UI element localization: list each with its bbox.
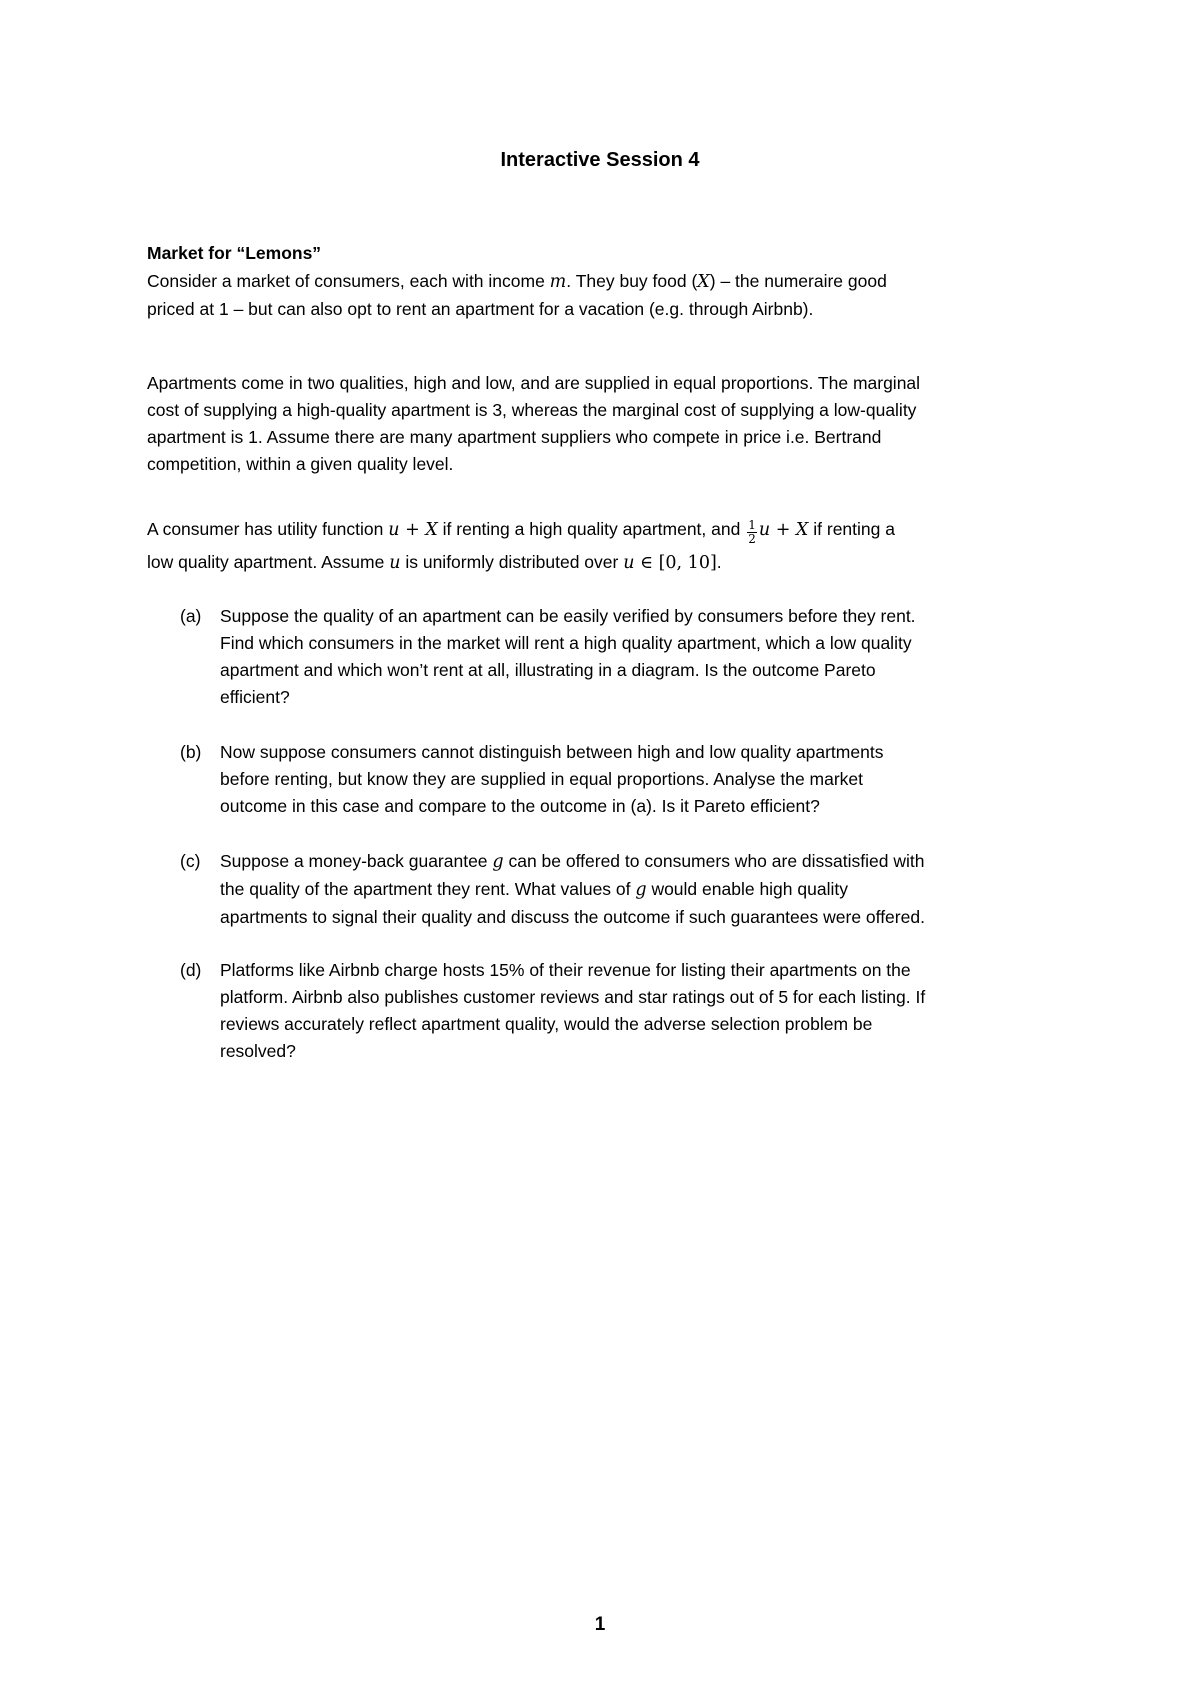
utility-line-2: low quality apartment. Assume u is uniformly distributed over u ∈ [0, 10]. xyxy=(147,552,722,573)
supply-paragraph xyxy=(147,370,1067,478)
var-m: m xyxy=(549,272,567,292)
question-label: (d) xyxy=(180,960,202,980)
supply-line-3: apartment is 1. Assume there are many apartment suppliers who compete in price i.e. Bertrand xyxy=(147,427,882,447)
var-g: g xyxy=(635,880,647,900)
utility-paragraph xyxy=(147,516,1067,577)
var-g: g xyxy=(492,852,504,872)
section-heading: Market for “Lemons” xyxy=(147,243,322,263)
question-label: (a) xyxy=(180,606,202,626)
page-title: Interactive Session 4 xyxy=(500,149,700,171)
var-x: X xyxy=(697,272,710,292)
question-label: (c) xyxy=(180,851,201,871)
question-a: (a) Suppose the quality of an apartment can be easily verified by consumers before they rent. Find which consumers in the market will rent a high quality apartment, which a low quality apartment and which won’t rent at all, illustrating in a diagram. Is the outcome Pareto efficient? xyxy=(147,603,1067,711)
supply-line-2: cost of supplying a high-quality apartment is 3, whereas the marginal cost of supplying a low-quality xyxy=(147,400,917,420)
page-number: 1 xyxy=(594,1614,606,1635)
utility-line-1: A consumer has utility function u + X if renting a high quality apartment, and $\frac{1}{2}$ u + X if renting a xyxy=(147,518,895,546)
question-label: (b) xyxy=(180,742,202,762)
supply-line-1: Apartments come in two qualities, high and low, and are supplied in equal proportions. The marginal xyxy=(147,373,921,393)
question-d: (d) Platforms like Airbnb charge hosts 15% of their revenue for listing their apartments on the platform. Airbnb also publishes customer reviews and star ratings out of 5 for each listing. If reviews accurately reflect apartment quality, would the adverse selection problem be resolved? xyxy=(147,957,1067,1065)
intro-paragraph xyxy=(147,268,1067,323)
question-c: (c) Suppose a money-back guarantee g can be offered to consumers who are dissatisfied with the quality of the apartment they rent. What values of g would enable high quality apartments to signal their quality and discuss the outcome if such guarantees were offered. xyxy=(147,848,1067,931)
fraction-one-half: $\frac{1}{2}$ xyxy=(748,518,756,546)
question-b: (b) Now suppose consumers cannot distinguish between high and low quality apartments before renting, but know they are supplied in equal proportions. Analyse the market outcome in this case and compare to the outcome in (a). Is it Pareto efficient? xyxy=(147,739,1067,820)
intro-line-1: Consider a market of consumers, each with income m. They buy food (X) – the numeraire good xyxy=(147,271,887,292)
supply-line-4: competition, within a given quality level. xyxy=(147,454,454,474)
intro-line-2: priced at 1 – but can also opt to rent an apartment for a vacation (e.g. through Airbnb). xyxy=(147,299,814,319)
